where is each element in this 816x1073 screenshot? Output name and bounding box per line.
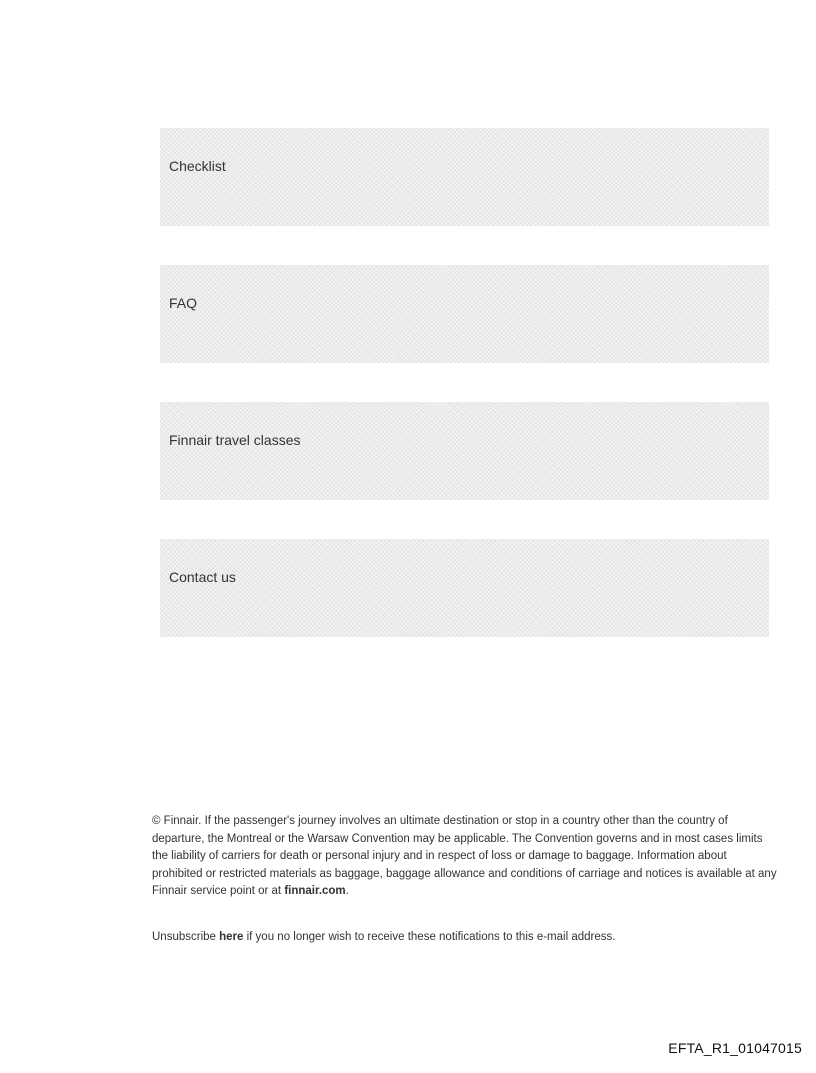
travel-classes-link-box[interactable]	[160, 402, 769, 500]
checklist-link-box[interactable]	[160, 128, 769, 226]
legal-notice	[152, 813, 777, 901]
document-id: EFTA_R1_01047015	[668, 1040, 802, 1056]
legal-notice-text: © Finnair. If the passenger's journey involves an ultimate destination or stop in a country other than the country of departure, the Montreal or the Warsaw Convention may be applicable. The Convention governs and in most cases limits the liability of carriers for death or personal injury and in respect of loss or damage to baggage. Information about prohibited or restricted materials as baggage, baggage allowance and conditions of carriage and notices is available at any Finnair service point or at	[152, 815, 777, 897]
travel-classes-link-label[interactable]: Finnair travel classes	[169, 432, 301, 448]
contact-us-link-box[interactable]	[160, 539, 769, 637]
unsubscribe-suffix: if you no longer wish to receive these notifications to this e-mail address.	[243, 931, 616, 943]
faq-link-box[interactable]	[160, 265, 769, 363]
finnair-com-link[interactable]: finnair.com	[284, 885, 346, 897]
legal-notice-end: .	[345, 885, 349, 897]
checklist-link-label[interactable]: Checklist	[169, 158, 226, 174]
unsubscribe-here-link[interactable]: here	[219, 931, 244, 943]
faq-link-label[interactable]: FAQ	[169, 295, 198, 311]
unsubscribe-prefix: Unsubscribe	[152, 931, 220, 943]
unsubscribe-notice	[152, 929, 777, 947]
contact-us-link-label[interactable]: Contact us	[169, 569, 236, 585]
